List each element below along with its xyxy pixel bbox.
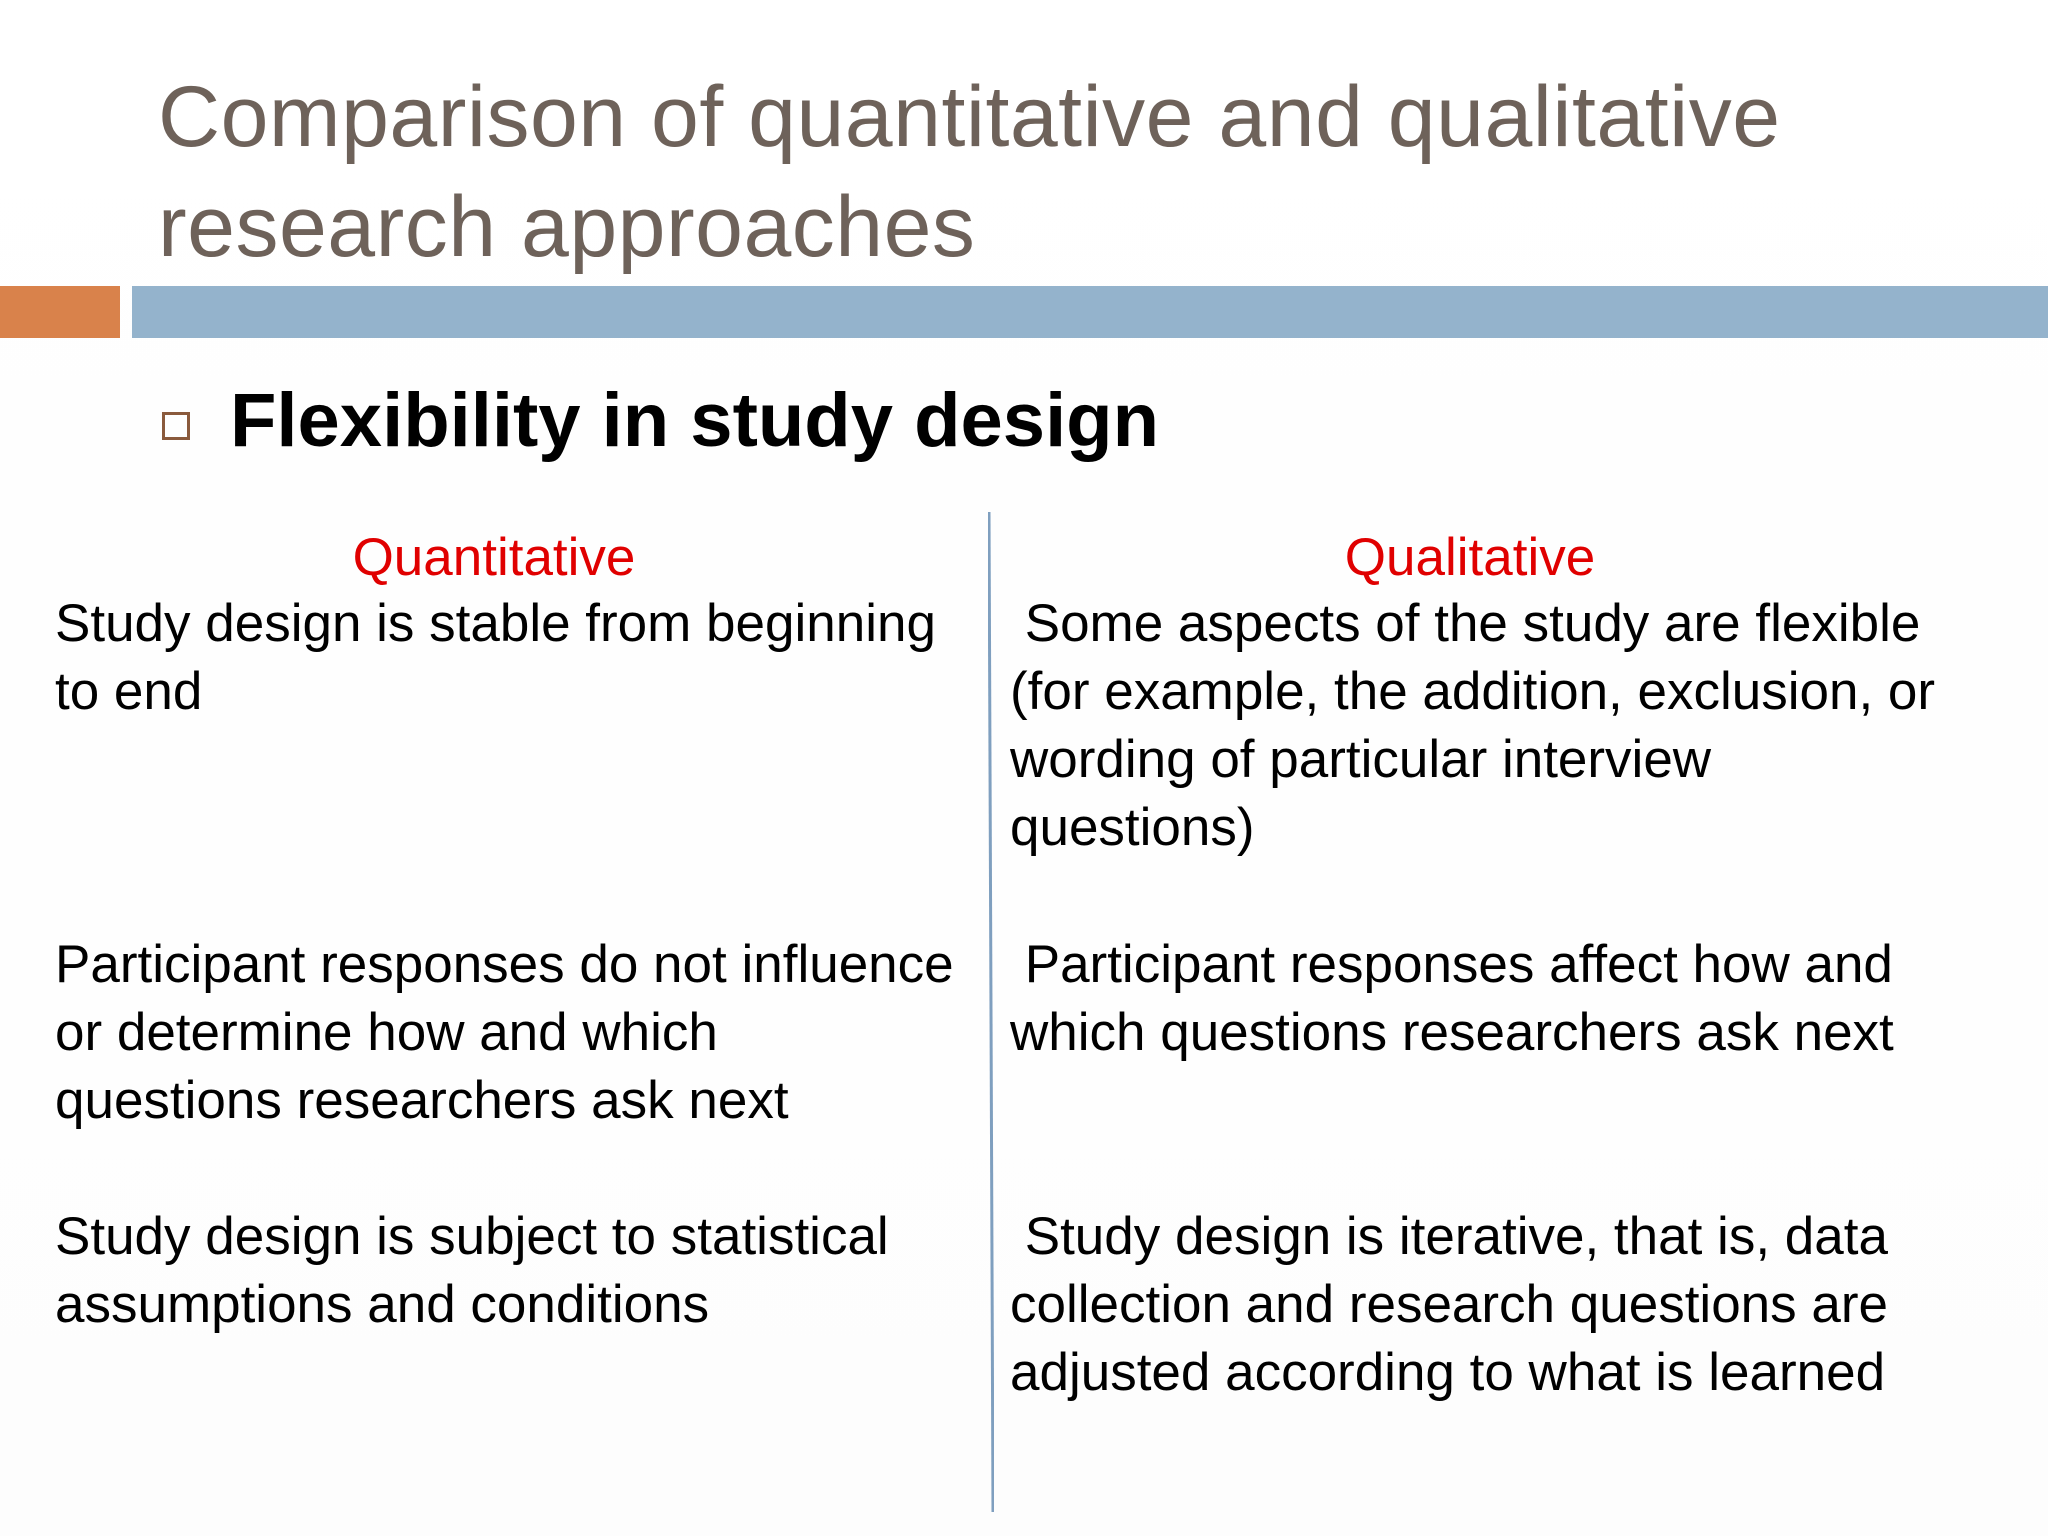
blue-accent-bar bbox=[132, 286, 2048, 338]
section-heading: Flexibility in study design bbox=[230, 377, 1160, 463]
quantitative-item-1: Study design is stable from beginning to end bbox=[55, 594, 951, 721]
qualitative-item-2: Participant responses affect how and which questions researchers ask next bbox=[1010, 935, 1908, 1062]
section-heading-row bbox=[162, 370, 1159, 470]
qualitative-item-1: Some aspects of the study are flexible (for example, the addition, exclusion, or wording of particular interview questions) bbox=[1010, 594, 1950, 857]
quantitative-column bbox=[55, 522, 969, 1334]
slide-title: Comparison of quantitative and qualitative research approaches bbox=[158, 69, 1781, 275]
column-divider bbox=[988, 512, 994, 1512]
quantitative-heading: Quantitative bbox=[352, 528, 636, 587]
hollow-square-bullet-icon bbox=[162, 412, 190, 440]
qualitative-item-3: Study design is iterative, that is, data collection and research questions are adjusted according to what is learned bbox=[1010, 1207, 1903, 1402]
qualitative-column bbox=[1010, 522, 1950, 1402]
orange-accent-bar bbox=[0, 286, 120, 338]
quantitative-item-2: Participant responses do not influence or determine how and which questions researchers ask next bbox=[55, 935, 969, 1130]
quantitative-item-3: Study design is subject to statistical assumptions and conditions bbox=[55, 1207, 904, 1334]
qualitative-heading: Qualitative bbox=[1344, 528, 1596, 587]
